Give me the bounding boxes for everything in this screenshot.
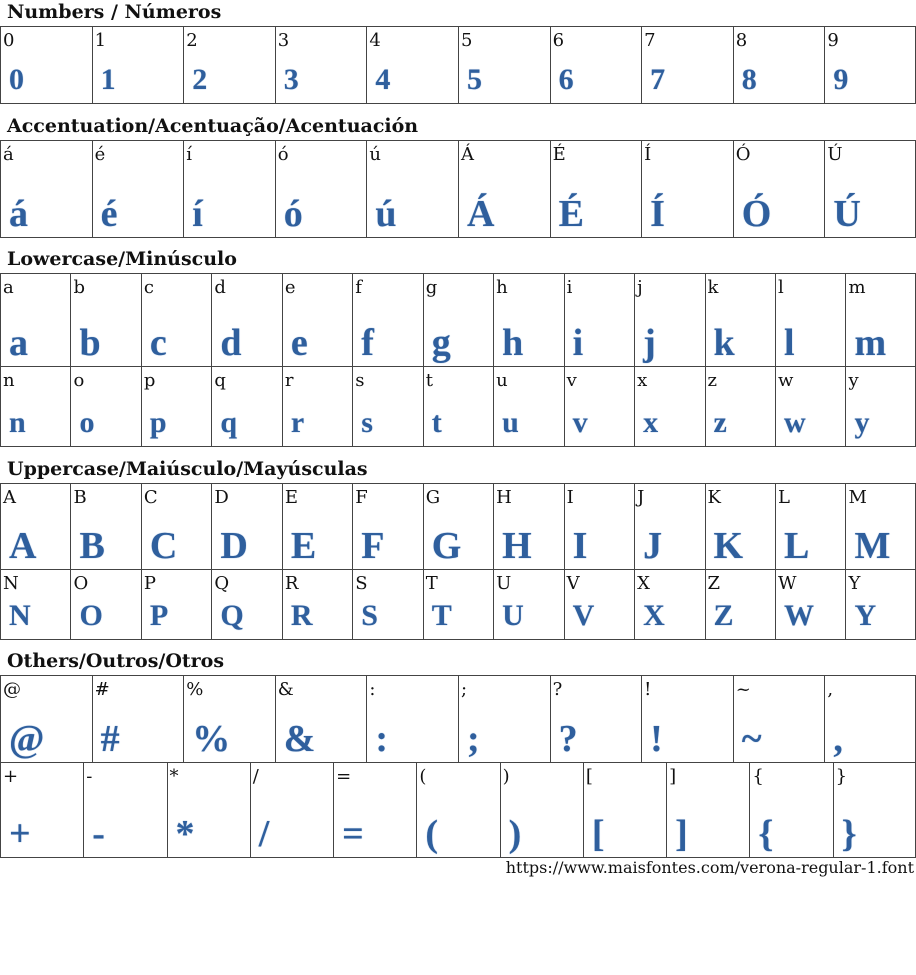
glyph-cell [749, 762, 832, 858]
lowercase-grid-row-1 [0, 273, 916, 367]
glyph-sample: ) [508, 813, 522, 855]
glyph-label: B [73, 487, 87, 508]
glyph-sample: T [431, 599, 452, 632]
glyph-cell [423, 569, 493, 640]
glyph-cell [824, 675, 916, 763]
glyph-sample: z [713, 406, 727, 439]
glyph-cell [458, 140, 550, 238]
glyph-label: Á [460, 144, 474, 165]
glyph-label: f [355, 277, 362, 298]
glyph-sample: { [758, 813, 774, 855]
glyph-cell [352, 273, 422, 367]
glyph-sample: q [220, 406, 238, 439]
glyph-label: t [425, 370, 433, 391]
glyph-label: ~ [735, 679, 751, 700]
glyph-label: k [707, 277, 719, 298]
glyph-cell [845, 273, 915, 367]
glyph-sample: ! [650, 718, 663, 760]
glyph-sample: @ [9, 718, 45, 760]
glyph-label: A [3, 487, 16, 508]
section-title-others: Others/Outros/Otros [7, 650, 225, 672]
glyph-label: O [73, 573, 89, 594]
glyph-sample: j [643, 322, 656, 364]
glyph-label: h [496, 277, 508, 298]
glyph-sample: D [220, 525, 248, 567]
glyph-label: & [277, 679, 294, 700]
glyph-sample: 7 [650, 63, 666, 96]
glyph-cell [634, 483, 704, 570]
glyph-sample: 9 [833, 63, 849, 96]
glyph-sample: ] [675, 813, 688, 855]
glyph-label: 6 [552, 30, 565, 51]
glyph-cell [282, 569, 352, 640]
glyph-cell [183, 26, 275, 104]
glyph-label: g [425, 277, 438, 298]
glyph-sample: Y [854, 599, 877, 632]
glyph-sample: : [375, 718, 389, 760]
glyph-sample: e [290, 322, 308, 364]
glyph-label: D [214, 487, 229, 508]
glyph-label: i [566, 277, 573, 298]
glyph-cell [634, 273, 704, 367]
glyph-sample: u [502, 406, 519, 439]
glyph-sample: X [643, 599, 665, 632]
glyph-cell [183, 140, 275, 238]
glyph-cell [564, 569, 634, 640]
glyph-label: c [143, 277, 154, 298]
glyph-label: % [186, 679, 204, 700]
glyph-cell [423, 366, 493, 447]
glyph-label: e [284, 277, 296, 298]
glyph-sample: t [431, 406, 442, 439]
glyph-label: Z [707, 573, 721, 594]
glyph-sample: f [361, 322, 374, 364]
glyph-label: N [3, 573, 19, 594]
glyph-sample: Á [466, 193, 495, 235]
glyph-label: n [3, 370, 15, 391]
glyph-cell [564, 366, 634, 447]
glyph-sample: x [643, 406, 659, 439]
glyph-label: [ [585, 766, 593, 787]
glyph-label: X [637, 573, 650, 594]
glyph-sample: & [283, 718, 316, 760]
glyph-cell [833, 762, 916, 858]
glyph-cell [211, 569, 281, 640]
glyph-cell [0, 675, 92, 763]
glyph-label: 3 [277, 30, 290, 51]
glyph-label: 8 [735, 30, 748, 51]
glyph-sample: K [713, 525, 744, 567]
glyph-cell [423, 483, 493, 570]
glyph-cell [845, 483, 915, 570]
glyph-sample: F [361, 525, 385, 567]
glyph-cell [705, 273, 775, 367]
glyph-label: 4 [369, 30, 381, 51]
glyph-cell [352, 569, 422, 640]
glyph-cell [352, 483, 422, 570]
glyph-cell [845, 569, 915, 640]
section-title-numbers: Numbers / Números [7, 1, 222, 23]
glyph-cell [70, 483, 140, 570]
glyph-label: = [336, 766, 352, 787]
glyph-cell [775, 366, 845, 447]
glyph-cell [493, 483, 563, 570]
glyph-cell [92, 140, 184, 238]
glyph-label: z [707, 370, 718, 391]
glyph-cell [845, 366, 915, 447]
glyph-sample: ? [558, 718, 578, 760]
glyph-label: á [3, 144, 14, 165]
glyph-label: Y [848, 573, 861, 594]
glyph-label: o [73, 370, 85, 391]
glyph-label: - [86, 766, 93, 787]
glyph-label: U [496, 573, 512, 594]
glyph-label: q [214, 370, 226, 391]
glyph-label: Ó [735, 144, 751, 165]
glyph-label: L [777, 487, 790, 508]
glyph-label: R [284, 573, 299, 594]
accents-grid [0, 140, 916, 238]
glyph-label: ó [277, 144, 289, 165]
glyph-label: Ú [827, 144, 843, 165]
glyph-sample: I [572, 525, 588, 567]
glyph-cell [634, 366, 704, 447]
glyph-label: F [355, 487, 368, 508]
glyph-cell [705, 366, 775, 447]
glyph-label: G [425, 487, 441, 508]
glyph-label: ; [460, 679, 468, 700]
glyph-cell [458, 26, 550, 104]
glyph-label: ! [644, 679, 652, 700]
glyph-label: ) [502, 766, 510, 787]
glyph-cell [564, 483, 634, 570]
glyph-sample: p [149, 406, 167, 439]
uppercase-grid-row-1 [0, 483, 916, 570]
glyph-sample: Q [220, 599, 244, 632]
glyph-cell [824, 26, 916, 104]
glyph-label: ( [419, 766, 427, 787]
glyph-sample: * [175, 813, 195, 855]
glyph-label: 1 [94, 30, 107, 51]
glyph-cell [641, 140, 733, 238]
glyph-sample: P [149, 599, 169, 632]
glyph-label: y [848, 370, 859, 391]
glyph-sample: 0 [9, 63, 24, 96]
glyph-sample: G [431, 525, 462, 567]
glyph-cell [211, 273, 281, 367]
glyph-sample: o [79, 406, 95, 439]
glyph-cell [641, 26, 733, 104]
glyph-cell [352, 366, 422, 447]
glyph-label: w [777, 370, 794, 391]
glyph-label: s [355, 370, 365, 391]
glyph-sample: 4 [375, 63, 391, 96]
glyph-sample: S [361, 599, 378, 632]
glyph-label: v [566, 370, 577, 391]
glyph-label: 7 [644, 30, 656, 51]
glyph-sample: ( [425, 813, 438, 855]
glyph-sample: E [290, 525, 317, 567]
glyph-cell [275, 140, 367, 238]
glyph-label: d [214, 277, 226, 298]
glyph-cell [550, 675, 642, 763]
glyph-label: C [143, 487, 158, 508]
glyph-sample: h [502, 322, 524, 364]
glyph-sample: ú [375, 193, 397, 235]
glyph-sample: á [9, 193, 28, 235]
glyph-sample: w [783, 406, 806, 439]
glyph-label: p [143, 370, 156, 391]
glyph-label: K [707, 487, 721, 508]
glyph-label: @ [3, 679, 21, 700]
glyph-cell [493, 366, 563, 447]
glyph-cell [366, 140, 458, 238]
glyph-sample: N [9, 599, 31, 632]
glyph-cell [0, 569, 70, 640]
glyph-cell [733, 675, 825, 763]
glyph-label: b [73, 277, 85, 298]
glyph-label: I [566, 487, 574, 508]
glyph-sample: d [220, 322, 242, 364]
glyph-sample: g [431, 322, 451, 364]
glyph-sample: c [149, 322, 167, 364]
glyph-sample: é [100, 193, 118, 235]
glyph-sample: [ [591, 813, 605, 855]
glyph-sample: ~ [741, 718, 762, 760]
glyph-cell [0, 366, 70, 447]
glyph-cell [733, 140, 825, 238]
glyph-label: 5 [460, 30, 473, 51]
glyph-cell [141, 273, 211, 367]
glyph-sample: 2 [192, 63, 208, 96]
glyph-sample: } [841, 813, 857, 855]
glyph-label: 0 [3, 30, 15, 51]
glyph-sample: Í [650, 193, 665, 235]
glyph-label: , [827, 679, 834, 700]
glyph-cell [167, 762, 250, 858]
glyph-sample: V [572, 599, 595, 632]
glyph-sample: Ú [833, 193, 861, 235]
others-grid-row-2 [0, 762, 916, 858]
glyph-label: m [848, 277, 866, 298]
glyph-cell [416, 762, 499, 858]
glyph-label: # [94, 679, 110, 700]
glyph-sample: ó [283, 193, 303, 235]
glyph-sample: % [192, 718, 231, 760]
glyph-label: 9 [827, 30, 839, 51]
glyph-cell [634, 569, 704, 640]
glyph-label: P [143, 573, 157, 594]
glyph-label: j [637, 277, 643, 298]
glyph-label: x [637, 370, 648, 391]
glyph-label: / [252, 766, 259, 787]
glyph-sample: v [572, 406, 588, 439]
glyph-cell [666, 762, 749, 858]
glyph-label: S [355, 573, 368, 594]
glyph-cell [493, 569, 563, 640]
glyph-sample: H [502, 525, 532, 567]
glyph-cell [0, 273, 70, 367]
glyph-label: W [777, 573, 797, 594]
glyph-cell [275, 26, 367, 104]
glyph-sample: a [9, 322, 28, 364]
glyph-sample: k [713, 322, 735, 364]
glyph-label: V [566, 573, 580, 594]
glyph-cell [458, 675, 550, 763]
glyph-sample: C [149, 525, 178, 567]
glyph-cell [423, 273, 493, 367]
glyph-sample: m [854, 322, 887, 364]
glyph-sample: Z [713, 599, 734, 632]
glyph-cell [333, 762, 416, 858]
glyph-cell [141, 569, 211, 640]
glyph-label: ú [369, 144, 381, 165]
glyph-sample: = [342, 813, 364, 855]
glyph-sample: A [9, 525, 37, 567]
glyph-label: Q [214, 573, 230, 594]
glyph-cell [493, 273, 563, 367]
glyph-cell [0, 762, 83, 858]
glyph-sample: M [854, 525, 891, 567]
glyph-cell [366, 675, 458, 763]
others-grid-row-1 [0, 675, 916, 763]
glyph-sample: 5 [466, 63, 482, 96]
glyph-sample: y [854, 406, 870, 439]
glyph-sample: l [783, 322, 795, 364]
section-title-uppercase: Uppercase/Maiúsculo/Mayúsculas [7, 458, 368, 480]
glyph-cell [282, 483, 352, 570]
glyph-cell [183, 675, 275, 763]
glyph-sample: 8 [741, 63, 757, 96]
numbers-grid [0, 26, 916, 104]
glyph-label: ? [552, 679, 563, 700]
glyph-cell [211, 366, 281, 447]
glyph-sample: R [290, 599, 313, 632]
glyph-cell [0, 140, 92, 238]
glyph-cell [211, 483, 281, 570]
lowercase-grid-row-2 [0, 366, 916, 447]
uppercase-grid-row-2 [0, 569, 916, 640]
glyph-cell [141, 366, 211, 447]
glyph-cell [92, 26, 184, 104]
glyph-sample: r [290, 406, 305, 439]
glyph-cell [92, 675, 184, 763]
glyph-cell [705, 569, 775, 640]
glyph-sample: n [9, 406, 26, 439]
glyph-cell [775, 569, 845, 640]
glyph-sample: + [9, 813, 31, 855]
glyph-label: M [848, 487, 867, 508]
glyph-cell [564, 273, 634, 367]
glyph-cell [0, 483, 70, 570]
glyph-label: Í [644, 144, 652, 165]
glyph-cell [824, 140, 916, 238]
glyph-cell [275, 675, 367, 763]
glyph-sample: - [92, 813, 105, 855]
glyph-sample: ; [466, 718, 480, 760]
glyph-cell [500, 762, 583, 858]
glyph-cell [775, 273, 845, 367]
glyph-cell [366, 26, 458, 104]
glyph-sample: # [100, 718, 120, 760]
glyph-label: í [186, 144, 192, 165]
glyph-sample: 6 [558, 63, 574, 96]
glyph-cell [550, 140, 642, 238]
glyph-label: ] [669, 766, 677, 787]
glyph-label: : [369, 679, 376, 700]
glyph-sample: , [833, 718, 843, 760]
glyph-cell [141, 483, 211, 570]
glyph-cell [70, 366, 140, 447]
glyph-cell [705, 483, 775, 570]
glyph-sample: É [558, 193, 584, 235]
glyph-label: É [552, 144, 566, 165]
glyph-label: l [777, 277, 784, 298]
glyph-sample: 3 [283, 63, 299, 96]
glyph-sample: s [361, 406, 373, 439]
glyph-cell [70, 569, 140, 640]
section-title-lowercase: Lowercase/Minúsculo [7, 248, 237, 270]
glyph-cell [0, 26, 92, 104]
glyph-sample: U [502, 599, 524, 632]
section-title-accents: Accentuation/Acentuação/Acentuación [7, 115, 419, 137]
glyph-cell [550, 26, 642, 104]
glyph-label: u [496, 370, 508, 391]
glyph-label: E [284, 487, 298, 508]
glyph-label: J [637, 487, 645, 508]
glyph-cell [282, 273, 352, 367]
glyph-sample: B [79, 525, 105, 567]
glyph-label: a [3, 277, 14, 298]
glyph-label: 2 [186, 30, 198, 51]
glyph-cell [83, 762, 166, 858]
glyph-sample: / [258, 813, 270, 855]
glyph-label: + [3, 766, 19, 787]
glyph-sample: 1 [100, 63, 116, 96]
source-url: https://www.maisfontes.com/verona-regular-1.font [505, 858, 914, 877]
glyph-cell [641, 675, 733, 763]
glyph-cell [583, 762, 666, 858]
glyph-sample: O [79, 599, 103, 632]
glyph-cell [70, 273, 140, 367]
glyph-label: T [425, 573, 438, 594]
glyph-label: é [94, 144, 106, 165]
glyph-label: } [835, 766, 848, 787]
glyph-label: r [284, 370, 294, 391]
glyph-sample: W [783, 599, 814, 632]
glyph-sample: b [79, 322, 101, 364]
glyph-sample: L [783, 525, 810, 567]
glyph-sample: i [572, 322, 584, 364]
glyph-label: * [169, 766, 179, 787]
glyph-cell [282, 366, 352, 447]
glyph-label: { [752, 766, 764, 787]
glyph-sample: Ó [741, 193, 772, 235]
glyph-sample: J [643, 525, 663, 567]
glyph-cell [775, 483, 845, 570]
glyph-cell [250, 762, 333, 858]
glyph-label: H [496, 487, 512, 508]
glyph-cell [733, 26, 825, 104]
glyph-sample: í [192, 193, 203, 235]
